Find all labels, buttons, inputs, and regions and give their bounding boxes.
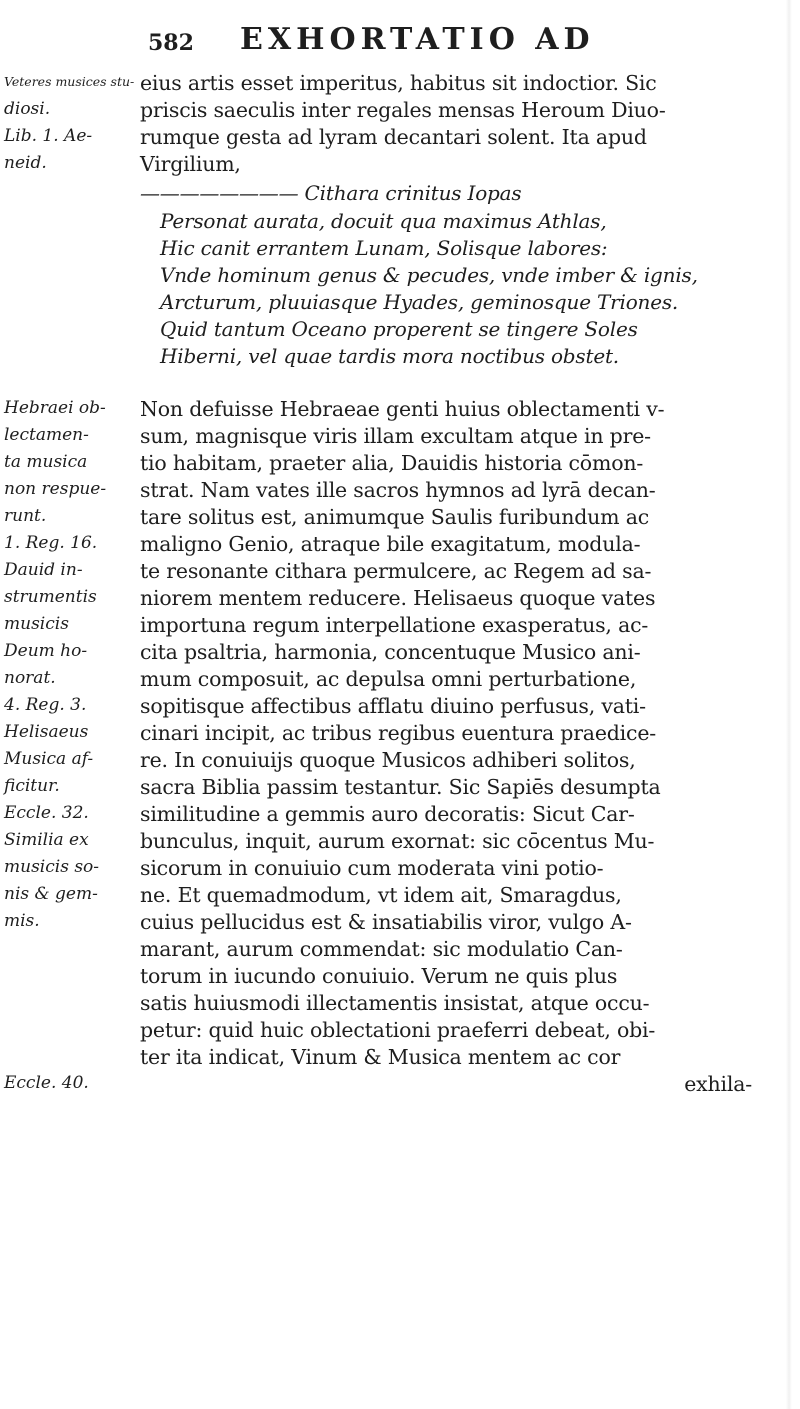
text-line: re. In conuiuijs quoque Musicos adhiberi solitos,: [140, 748, 636, 772]
catchword: exhila-: [684, 1072, 752, 1096]
margin-note: Dauid in-: [4, 560, 83, 580]
margin-note: ficitur.: [4, 776, 60, 796]
verse-line: Vnde hominum genus & pecudes, vnde imber & ignis,: [160, 263, 698, 287]
margin-note: musicis so-: [4, 857, 100, 877]
verse-line: Quid tantum Oceano properent se tingere Soles: [160, 317, 638, 341]
margin-note: Musica af-: [4, 749, 94, 769]
text-line: sicorum in conuiuio cum moderata vini potio-: [140, 856, 604, 880]
margin-note: lectamen-: [4, 425, 89, 445]
margin-note: diosi.: [4, 99, 51, 119]
text-line: cinari incipit, ac tribus regibus euentura praedice-: [140, 721, 656, 745]
margin-note: strumentis: [4, 587, 97, 607]
text-line: Virgilium,: [140, 152, 241, 176]
margin-note: ta musica: [4, 452, 88, 472]
margin-note: nis & gem-: [4, 884, 98, 904]
text-line: tio habitam, praeter alia, Dauidis historia cōmon-: [140, 451, 644, 475]
verse-line: ———————— Cithara crinitus Iopas: [140, 181, 522, 205]
text-line: marant, aurum commendat: sic modulatio Can-: [140, 937, 623, 961]
text-line: sacra Biblia passim testantur. Sic Sapiēs desumpta: [140, 775, 661, 799]
page-header: [0, 22, 800, 62]
text-line: eius artis esset imperitus, habitus sit indoctior. Sic: [140, 71, 657, 95]
text-line: sum, magnisque viris illam excultam atque in pre-: [140, 424, 651, 448]
text-line: Non defuisse Hebraeae genti huius oblectamenti v-: [140, 397, 665, 421]
margin-note: Deum ho-: [4, 641, 88, 661]
margin-note: norat.: [4, 668, 56, 688]
margin-note: 1. Reg. 16.: [4, 533, 98, 553]
text-line: maligno Genio, atraque bile exagitatum, modula-: [140, 532, 641, 556]
margin-note: non respue-: [4, 479, 107, 499]
verse-line: Personat aurata, docuit qua maximus Athlas,: [160, 209, 607, 233]
text-line: sopitisque affectibus afflatu diuino perfusus, vati-: [140, 694, 646, 718]
running-head: EXHORTATIO AD: [240, 22, 595, 57]
verse-line: Hiberni, vel quae tardis mora noctibus obstet.: [160, 344, 619, 368]
text-line: importuna regum interpellatione exasperatus, ac-: [140, 613, 649, 637]
text-line: torum in iucundo conuiuio. Verum ne quis plus: [140, 964, 618, 988]
verse-line: Hic canit errantem Lunam, Solisque labores:: [160, 236, 608, 260]
text-line: petur: quid huic oblectationi praeferri debeat, obi-: [140, 1018, 656, 1042]
margin-note: 4. Reg. 3.: [4, 695, 87, 715]
text-line: mum composuit, ac depulsa omni perturbatione,: [140, 667, 637, 691]
margin-note: Eccle. 40.: [4, 1073, 89, 1093]
margin-note: mis.: [4, 911, 40, 931]
margin-note: Eccle. 32.: [4, 803, 89, 823]
text-line: cuius pellucidus est & insatiabilis viror, vulgo A-: [140, 910, 632, 934]
text-line: similitudine a gemmis auro decoratis: Sicut Car-: [140, 802, 635, 826]
verse-line: Arcturum, pluuiasque Hyades, geminosque Triones.: [160, 290, 679, 314]
margin-note: neid.: [4, 153, 47, 173]
margin-note: Veteres musices stu-: [4, 74, 135, 89]
margin-note: runt.: [4, 506, 47, 526]
text-line: satis huiusmodi illectamentis insistat, atque occu-: [140, 991, 650, 1015]
text-line: strat. Nam vates ille sacros hymnos ad lyrā decan-: [140, 478, 656, 502]
text-line: niorem mentem reducere. Helisaeus quoque vates: [140, 586, 656, 610]
margin-note: Similia ex: [4, 830, 89, 850]
page-edge: [786, 0, 792, 1409]
margin-note: Helisaeus: [4, 722, 89, 742]
margin-note: musicis: [4, 614, 69, 634]
text-line: ter ita indicat, Vinum & Musica mentem ac cor: [140, 1045, 621, 1069]
text-line: priscis saeculis inter regales mensas Heroum Diuo-: [140, 98, 666, 122]
text-line: te resonante cithara permulcere, ac Regem ad sa-: [140, 559, 652, 583]
text-line: bunculus, inquit, aurum exornat: sic cōcentus Mu-: [140, 829, 655, 853]
text-line: ne. Et quemadmodum, vt idem ait, Smaragdus,: [140, 883, 622, 907]
text-line: cita psaltria, harmonia, concentuque Musico ani-: [140, 640, 641, 664]
text-line: tare solitus est, animumque Saulis furibundum ac: [140, 505, 649, 529]
margin-note: Lib. 1. Ae-: [4, 126, 93, 146]
margin-note: Hebraei ob-: [4, 398, 106, 418]
text-line: rumque gesta ad lyram decantari solent. Ita apud: [140, 125, 647, 149]
page-number: 582: [148, 30, 194, 56]
